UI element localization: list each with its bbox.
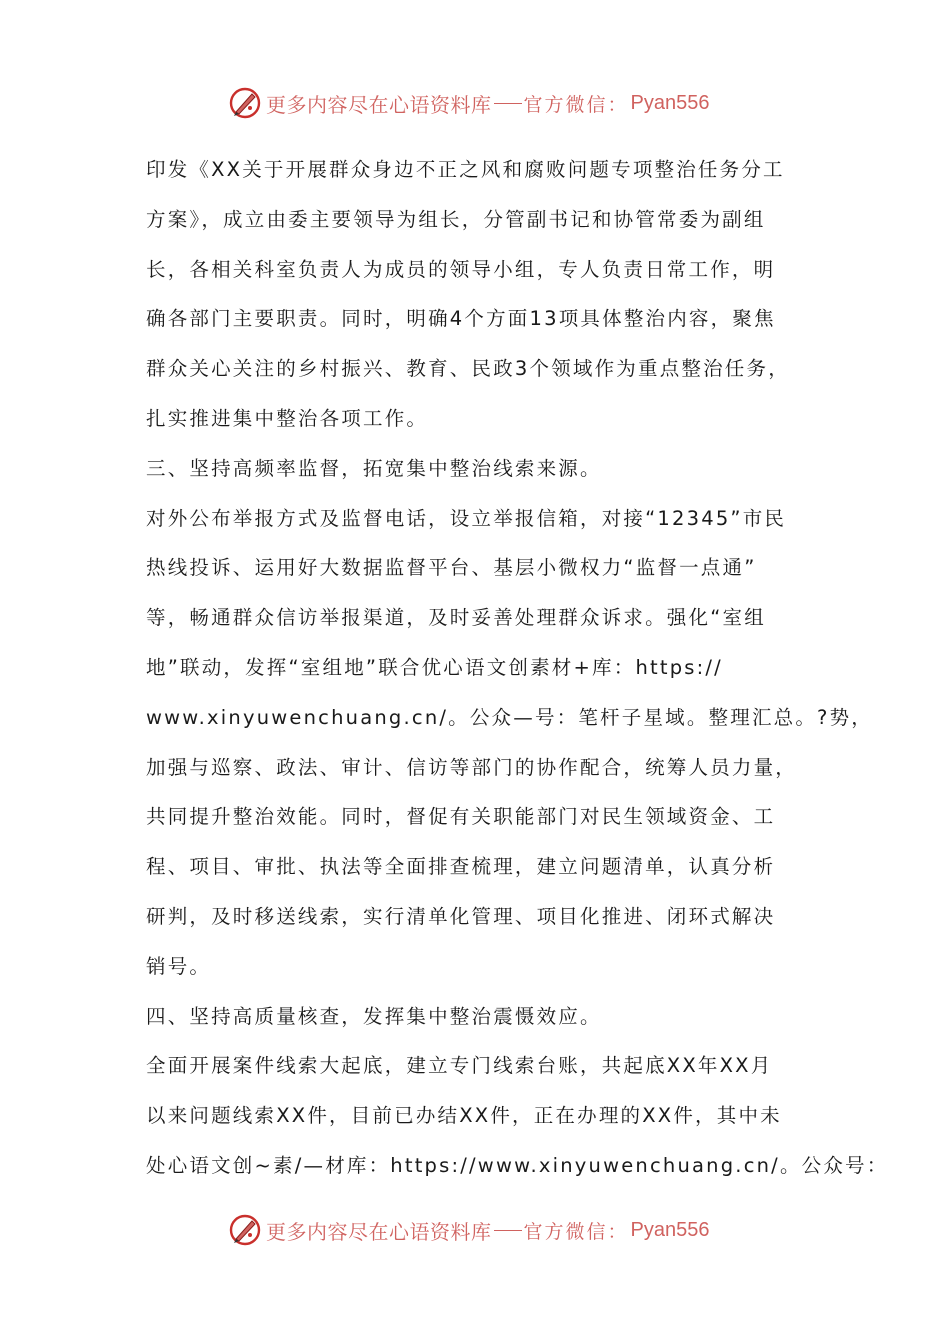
document-body [146,145,889,1191]
text-line: 销号。 [146,954,212,978]
heading-text: 四、坚持高质量核查，发挥集中整治震慑效应。 [146,1004,602,1028]
text-line: www.xinyuwenchuang.cn/。公众—号：笔杆子星域。整理汇总。?势， [146,705,873,729]
paragraph-3 [146,1041,889,1190]
header-banner [228,83,728,123]
banner-wechat-label: 官方微信： [523,1220,629,1243]
text-line: 程、项目、审批、执法等全面排查梳理，建立问题清单，认真分析 [146,855,776,879]
banner-wechat-label: 官方微信： [523,93,629,116]
text-line: 以来问题线索XX件，目前已办结XX件，正在办理的XX件，其中未 [146,1104,782,1128]
banner-dash [494,1230,522,1231]
banner-dash [494,103,522,104]
text-line: 对外公布举报方式及监督电话，设立举报信箱，对接“12345”市民 [146,506,787,530]
text-line: 研判，及时移送线索，实行清单化管理、项目化推进、闭环式解决 [146,904,776,928]
text-line: 印发《XX关于开展群众身边不正之风和腐败问题专项整治任务分工 [146,158,785,181]
banner-library-text: 更多内容尽在心语资料库 [266,92,492,117]
text-line: 等，畅通群众信访举报渠道，及时妥善处理群众诉求。强化“室组 [146,606,766,630]
paragraph-1 [146,145,818,444]
text-line: 处心语文创~素/—材库：https://www.xinyuwenchuang.cn/。公众号： [146,1153,889,1177]
pen-logo-icon [228,1213,262,1247]
section-heading-3 [146,444,818,494]
text-line: 长，各相关科室负责人为成员的领导小组，专人负责日常工作，明 [146,257,776,281]
text-line: 确各部门主要职责。同时，明确4个方面13项具体整治内容，聚焦 [146,307,776,331]
text-line: 全面开展案件线索大起底，建立专门线索台账，共起底XX年XX月 [146,1054,773,1078]
text-line: 群众关心关注的乡村振兴、教育、民政3个领域作为重点整治任务， [146,357,790,381]
text-line: 加强与巡察、政法、审计、信访等部门的协作配合，统筹人员力量， [146,755,798,779]
footer-banner [228,1210,728,1250]
banner-wechat-id: Pyan556 [630,91,710,114]
text-line: 共同提升整治效能。同时，督促有关职能部门对民生领域资金、工 [146,805,776,829]
text-line: 热线投诉、运用好大数据监督平台、基层小微权力“监督一点通” [146,556,757,580]
text-line: 扎实推进集中整治各项工作。 [146,406,429,430]
text-line: 方案》，成立由委主要领导为组长，分管副书记和协管常委为副组 [146,207,766,231]
banner-library-text: 更多内容尽在心语资料库 [266,1219,492,1244]
text-line: 地”联动，发挥“室组地”联合优心语文创素材+库：https:// [146,655,723,679]
paragraph-2 [146,494,873,992]
section-heading-4 [146,992,818,1042]
heading-text: 三、坚持高频率监督，拓宽集中整治线索来源。 [146,456,602,480]
pen-logo-icon [228,86,262,120]
banner-wechat-id: Pyan556 [630,1218,710,1241]
